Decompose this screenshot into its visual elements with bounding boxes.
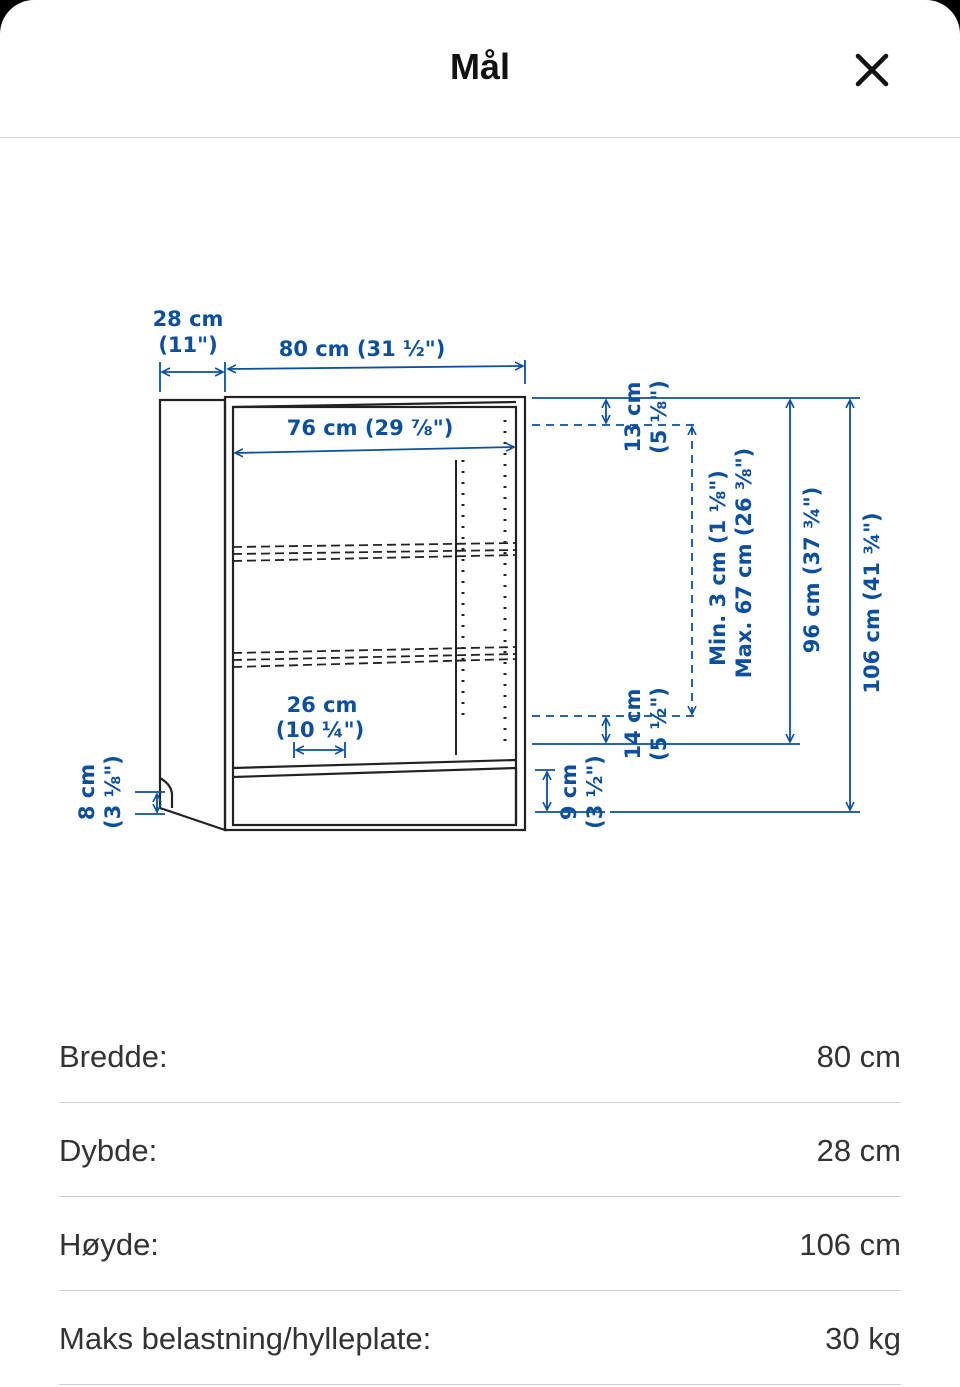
shelf-depth-label-in: (10 ¼") <box>275 718 365 742</box>
spec-row-max-load <box>59 1291 901 1385</box>
spec-value: 30 kg <box>825 1321 901 1356</box>
page-title: Mål <box>449 46 510 87</box>
outer-width-label: 80 cm (31 ½") <box>278 337 446 361</box>
dimension-diagram <box>0 280 960 860</box>
shelf-pin-holes <box>463 420 505 750</box>
total-height-label: 106 cm (41 ¾") <box>860 512 884 694</box>
spec-label: Maks belastning/hylleplate: <box>59 1321 432 1356</box>
spec-label: Bredde: <box>59 1039 168 1074</box>
spec-value: 106 cm <box>799 1227 901 1262</box>
bookcase-outline <box>160 397 525 830</box>
close-icon[interactable] <box>846 44 898 96</box>
bookcase-drawing <box>0 280 960 860</box>
depth-label-cm: 28 cm <box>152 307 224 331</box>
shelf-min-label: Min. 3 cm (1 ⅛") <box>706 470 730 666</box>
top-gap-label-in: (5 ⅛") <box>647 380 671 454</box>
base-label-in: (3 ½") <box>583 755 607 829</box>
spec-label: Høyde: <box>59 1227 159 1262</box>
spec-row-width <box>59 1009 901 1103</box>
sheet-header <box>0 0 960 138</box>
spec-row-depth <box>59 1103 901 1197</box>
plinth-label-cm: 8 cm <box>75 763 99 821</box>
top-gap-label-cm: 13 cm <box>621 381 645 453</box>
shelf-max-label: Max. 67 cm (26 ⅜") <box>732 447 756 679</box>
adjustable-shelves <box>233 543 516 667</box>
depth-label-in: (11") <box>158 333 218 357</box>
spec-list <box>59 1009 901 1385</box>
spec-value: 28 cm <box>816 1133 901 1168</box>
bottom-gap-label-in: (5 ½") <box>647 687 671 761</box>
base-label-cm: 9 cm <box>557 763 581 821</box>
spec-value: 80 cm <box>816 1039 901 1074</box>
inner-height-label: 96 cm (37 ¾") <box>800 486 824 654</box>
spec-label: Dybde: <box>59 1133 158 1168</box>
bottom-gap-label-cm: 14 cm <box>621 688 645 760</box>
inner-width-label: 76 cm (29 ⅞") <box>286 416 454 440</box>
close-button[interactable] <box>846 44 898 96</box>
spec-row-height <box>59 1197 901 1291</box>
plinth-label-in: (3 ⅛") <box>101 755 125 829</box>
shelf-depth-label-cm: 26 cm <box>286 693 358 717</box>
